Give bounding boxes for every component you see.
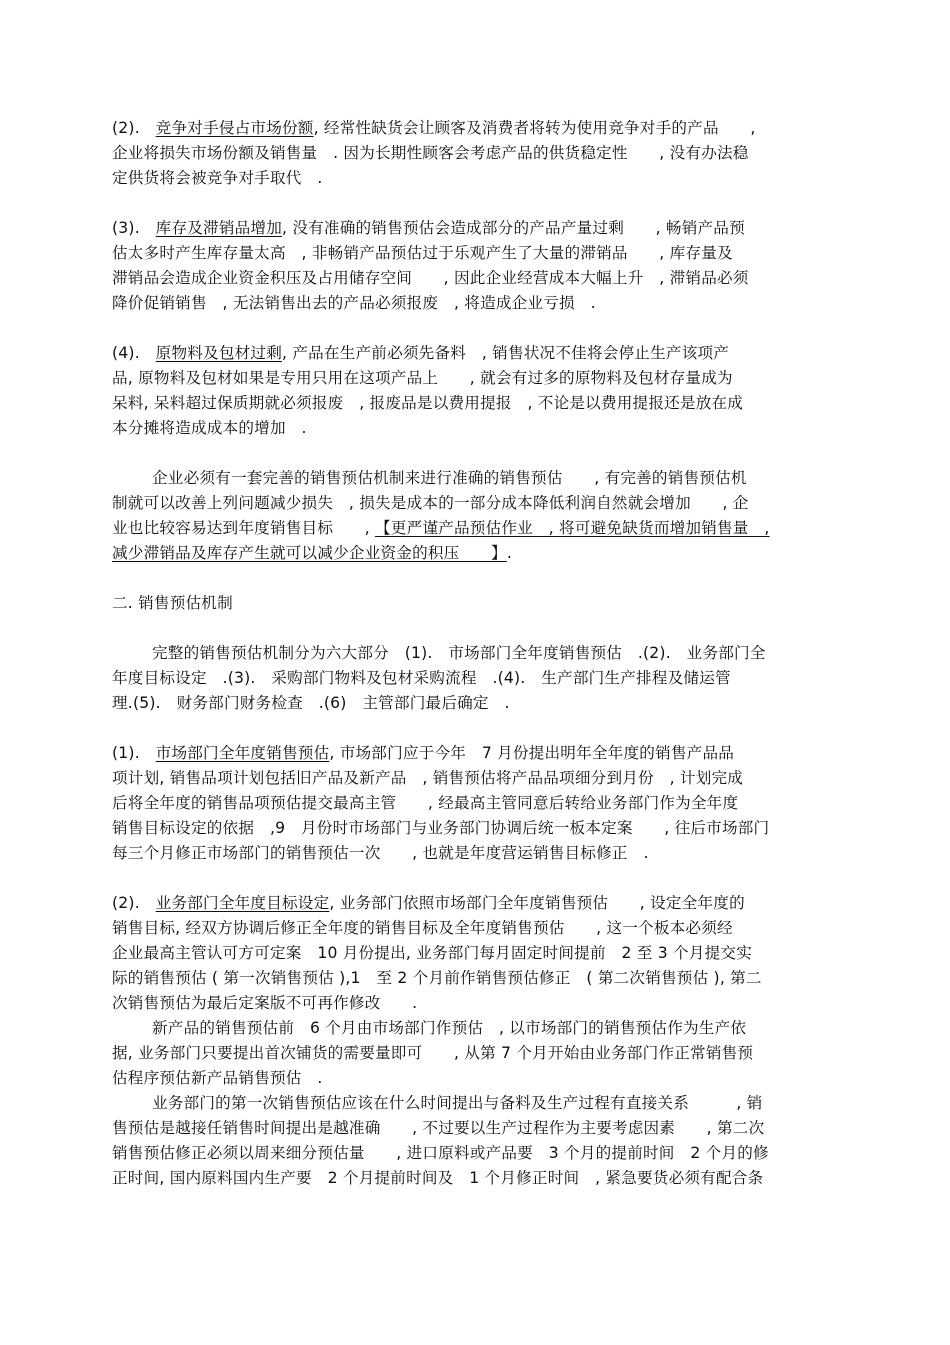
item-title: 竞争对手侵占市场份额 — [155, 119, 314, 137]
text-line: 后将全年度的销售品项预估提交最高主管 , 经最高主管同意后转给业务部门作为全年度 — [112, 794, 739, 812]
text-line: 企业最高主管认可方可定案 10 月份提出, 业务部门每月固定时间提前 2 至 3 个月提交实 — [112, 944, 753, 962]
item-title: 原物料及包材过剩 — [155, 344, 283, 362]
text-line: 年度目标设定 .(3). 采购部门物料及包材采购流程 .(4). 生产部门生产排程及储运管 — [112, 669, 731, 687]
text-line: 次销售预估为最后定案版不可再作修改 . — [112, 994, 418, 1012]
text-line: . — [506, 544, 513, 562]
highlight-text: 【更严谨产品预估作业 , 将可避免缺货而增加销售量 , — [375, 519, 770, 537]
text-line: 业也比较容易达到年度销售目标 , — [112, 519, 376, 537]
text-line: 正时间, 国内原料国内生产要 2 个月提前时间及 1 个月修正时间 , 紧急要货必须有配合条 — [112, 1169, 764, 1187]
highlight-text: 减少滞销品及库存产生就可以减少企业资金的积压 】 — [112, 544, 507, 562]
text-line: 品, 原物料及包材如果是专用只用在这项产品上 , 就会有过多的原物料及包材存量成为 — [112, 369, 733, 387]
text-line: 企业必须有一套完善的销售预估机制来进行准确的销售预估 , 有完善的销售预估机 — [152, 469, 747, 487]
text-line: 定供货将会被竞争对手取代 . — [112, 169, 323, 187]
item-number: (2). — [112, 894, 140, 912]
item-title: 市场部门全年度销售预估 — [155, 744, 330, 762]
paragraph-sales-target — [112, 891, 837, 1191]
text-line: 估太多时产生库存量太高 , 非畅销产品预估过于乐观产生了大量的滞销品 , 库存量及 — [112, 244, 733, 262]
paragraph-competition — [112, 116, 837, 191]
text-line: , 业务部门依照市场部门全年度销售预估 , 设定全年度的 — [329, 894, 745, 912]
text-line: 降价促销销售 , 无法销售出去的产品必须报废 , 将造成企业亏损 . — [112, 294, 596, 312]
text-line: 际的销售预估 ( 第一次销售预估 ),1 至 2 个月前作销售预估修正 ( 第二次销售预估 ), 第二 — [112, 969, 762, 987]
text-line: 滞销品会造成企业资金积压及占用储存空间 , 因此企业经营成本大幅上升 , 滞销品必须 — [112, 269, 749, 287]
text-line: , 市场部门应于今年 7 月份提出明年全年度的销售产品品 — [329, 744, 735, 762]
text-line: 企业将损失市场份额及销售量 . 因为长期性顾客会考虑产品的供货稳定性 , 没有办法稳 — [112, 144, 749, 162]
text-line: 呆料, 呆料超过保质期就必须报废 , 报废品是以费用提报 , 不论是以费用提报还是放在成 — [112, 394, 744, 412]
paragraph-intro — [112, 641, 837, 716]
text-line: 每三个月修正市场部门的销售预估一次 , 也就是年度营运销售目标修正 . — [112, 844, 649, 862]
text-line: , 经常性缺货会让顾客及消费者将转为使用竞争对手的产品 , — [313, 119, 756, 137]
text-line: 销售预估修正必须以周来细分预估量 , 进口原料或产品要 3 个月的提前时间 2 个月的修 — [112, 1144, 769, 1162]
section-heading: 二. 销售预估机制 — [112, 594, 233, 612]
paragraph-market-forecast — [112, 741, 837, 866]
item-number: (1). — [112, 744, 140, 762]
text-line: 新产品的销售预估前 6 个月由市场部门作预估 , 以市场部门的销售预估作为生产依 — [152, 1019, 747, 1037]
text-line: 项计划, 销售品项计划包括旧产品及新产品 , 销售预估将产品品项细分到月份 , 计划完成 — [112, 769, 744, 787]
text-line: 估程序预估新产品销售预估 . — [112, 1069, 323, 1087]
document-page — [112, 116, 837, 1191]
text-line: 完整的销售预估机制分为六大部分 (1). 市场部门全年度销售预估 .(2). 业务部门全 — [152, 644, 766, 662]
text-line: 售预估是越接任销售时间提出是越准确 , 不过要以生产过程作为主要考虑因素 , 第二次 — [112, 1119, 765, 1137]
item-number: (3). — [112, 219, 140, 237]
text-line: 销售目标, 经双方协调后修正全年度的销售目标及全年度销售预估 , 这一个板本必须经 — [112, 919, 733, 937]
text-line: 理.(5). 财务部门财务检查 .(6) 主管部门最后确定 . — [112, 694, 510, 712]
text-line: , 产品在生产前必须先备料 , 销售状况不佳将会停止生产该项产 — [282, 344, 730, 362]
paragraph-materials — [112, 341, 837, 441]
paragraph-inventory — [112, 216, 837, 316]
text-line: 业务部门的第一次销售预估应该在什么时间提出与备料及生产过程有直接关系 , 销 — [152, 1094, 763, 1112]
paragraph-summary — [112, 466, 837, 566]
text-line: , 没有准确的销售预估会造成部分的产品产量过剩 , 畅销产品预 — [282, 219, 745, 237]
item-title: 业务部门全年度目标设定 — [155, 894, 330, 912]
text-line: 制就可以改善上列问题减少损失 , 损失是成本的一部分成本降低利润自然就会增加 , 企 — [112, 494, 749, 512]
item-title: 库存及滞销品增加 — [155, 219, 283, 237]
item-number: (4). — [112, 344, 140, 362]
text-line: 销售目标设定的依据 ,9 月份时市场部门与业务部门协调后统一板本定案 , 往后市场部门 — [112, 819, 770, 837]
text-line: 据, 业务部门只要提出首次铺货的需要量即可 , 从第 7 个月开始由业务部门作正常销售预 — [112, 1044, 754, 1062]
text-line: 本分摊将造成成本的增加 . — [112, 419, 307, 437]
item-number: (2). — [112, 119, 140, 137]
